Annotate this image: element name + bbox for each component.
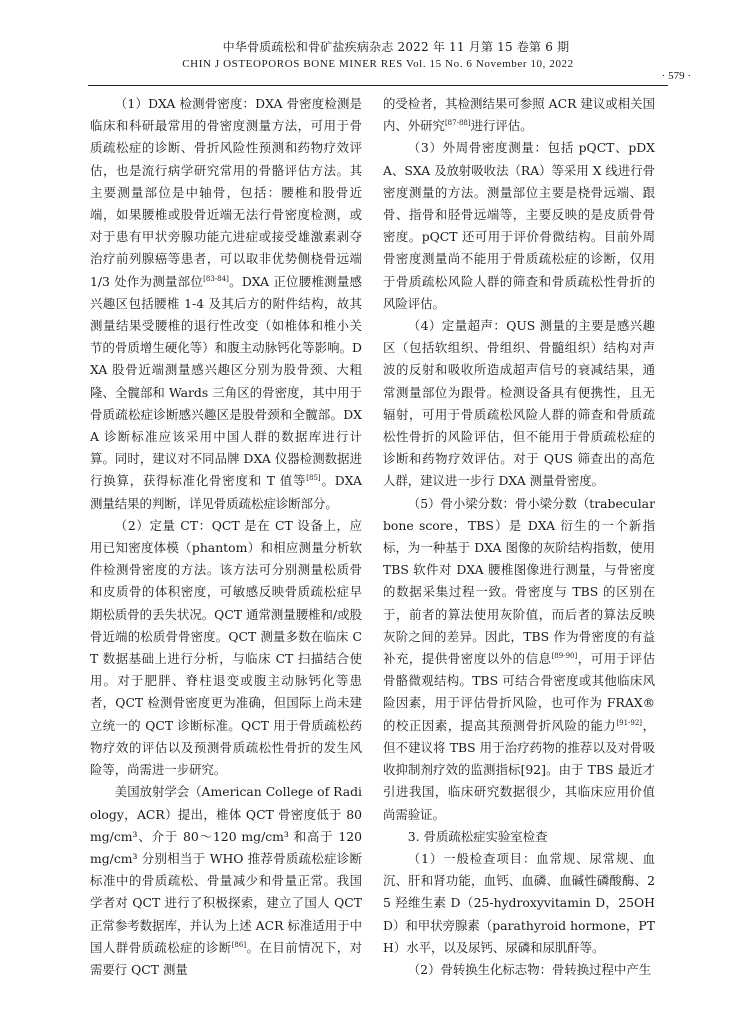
page-header <box>0 30 753 86</box>
journal-title-cn: 中华骨质疏松和骨矿盐疾病杂志 2022 年 11 月第 15 卷第 6 期 <box>222 40 570 54</box>
page-number: · 579 · <box>661 70 691 82</box>
citation: [91-92] <box>616 718 643 727</box>
left-column <box>90 93 362 1011</box>
citation: [83-84] <box>203 274 229 283</box>
paragraph-general-tests: （1）一般检查项目：血常规、尿常规、血沉、肝和肾功能，血钙、血磷、血碱性磷酸酶、25 羟维生素 D（25-hydroxyvitamin D，25OHD）和甲状旁腺素（parathyroid hormone，PTH）水平，以及尿钙、尿磷和尿肌酐等。 <box>383 850 655 955</box>
paragraph-acr: 美国放射学会（American College of Radiology，ACR）提出，椎体 QCT 骨密度低于 80 mg/cm³、介于 80～120 mg/cm³ 和高于 120 mg/cm³ 分别相当于 WHO 推荐骨质疏松症诊断标准中的骨质疏松、骨量减少和骨量正常。我国学者对 QCT 进行了积极探索，建立了国人 QCT 正常参考数据库，并认为上述 ACR 标准适用于中国人群骨质疏松症的诊断[86]。在目前情况下，对需要行 QCT 测量 <box>90 784 362 977</box>
citation: [87-88] <box>444 119 471 128</box>
citation: [85] <box>306 474 321 483</box>
citation: [89-90] <box>551 651 578 660</box>
citation: [86] <box>231 940 247 949</box>
right-column <box>383 93 655 1011</box>
paragraph-qus: （4）定量超声：QUS 测量的主要是感兴趣区（包括软组织、骨组织、骨髓组织）结构对声波的反射和吸收所造成超声信号的衰减结果，通常测量部位为跟骨。检测设备具有便携性，且无辐射，可用于骨质疏松风险人群的筛查和骨质疏松性骨折的风险评估，但不能用于骨质疏松症的诊断和药物疗效评估。对于 QUS 筛查出的高危人群，建议进一步行 DXA 测量骨密度。 <box>383 318 655 489</box>
paragraph-dxa: （1）DXA 检测骨密度：DXA 骨密度检测是临床和科研最常用的骨密度测量方法，可用于骨质疏松症的诊断、骨折风险性预测和药物疗效评估，也是流行病学研究常用的骨骼评估方法。其主要测量部位是中轴骨，包括：腰椎和股骨近端，如果腰椎或股骨近端无法行骨密度检测，或对于患有甲状旁腺功能亢进症或接受雄激素剥夺治疗前列腺癌等患者，可以取非优势侧桡骨远端 1/3 处作为测量部位[83-84]。DXA 正位腰椎测量感兴趣区包括腰椎 1-4 及其后方的附件结构，故其测量结果受腰椎的退行性改变（如椎体和椎小关节的骨质增生硬化等）和腹主动脉钙化等影响。DXA 股骨近端测量感兴趣区分别为股骨颈、大粗隆、全髋部和 Wards 三角区的骨密度，其中用于骨质疏松症诊断感兴趣区是股骨颈和全髋部。DXA 诊断标准应该采用中国人群的数据库进行计算。同时，建议对不同品牌 DXA 仪器检测数据进行换算，获得标准化骨密度和 T 值等[85]。DXA 测量结果的判断，详见骨质疏松症诊断部分。 <box>90 96 362 511</box>
paragraph-tbs: （5）骨小梁分数：骨小梁分数（trabecular bone score，TBS）是 DXA 衍生的一个新指标，为一种基于 DXA 图像的灰阶结构指数，使用 TBS 软件对 DXA 腰椎图像进行测量，与骨密度的数据采集过程一致。骨密度与 TBS 的区别在于，前者的算法使用灰阶值，而后者的算法反映灰阶之间的差异。因此，TBS 作为骨密度的有益补充，提供骨密度以外的信息[89-90]，可用于评估骨骼微观结构。TBS 可结合骨密度或其他临床风险因素，用于评估骨折风险，也可作为 FRAX® 的校正因素，提高其预测骨折风险的能力[91-92]，但不建议将 TBS 用于治疗药物的推荐以及对骨吸收抑制剂疗效的监测指标[92]。由于 TBS 最近才引进我国，临床研究数据很少，其临床应用价值尚需验证。 <box>383 495 655 822</box>
journal-title-en: CHIN J OSTEOPOROS BONE MINER RES Vol. 15 No. 6 November 10, 2022 <box>182 58 574 70</box>
paragraph-continued: 的受检者，其检测结果可参照 ACR 建议或相关国内、外研究[87-88]进行评估。 <box>383 96 655 134</box>
header-rule <box>88 85 668 86</box>
paragraph-peripheral: （3）外周骨密度测量：包括 pQCT、pDXA、SXA 及放射吸收法（RA）等采用 X 线进行骨密度测量的方法。测量部位主要是桡骨远端、跟骨、指骨和胫骨远端等，主要反映的是皮质骨骨密度。pQCT 还可用于评价骨微结构。目前外周骨密度测量尚不能用于骨质疏松症的诊断，仅用于骨质疏松风险人群的筛查和骨质疏松性骨折的风险评估。 <box>383 140 655 311</box>
section-heading-lab: 3. 骨质疏松症实验室检查 <box>407 828 548 844</box>
paragraph-qct: （2）定量 CT：QCT 是在 CT 设备上，应用已知密度体模（phantom）和相应测量分析软件检测骨密度的方法。该方法可分别测量松质骨和皮质骨的体积密度，可敏感反映骨质疏松症早期松质骨的丢失状况。QCT 通常测量腰椎和/或股骨近端的松质骨骨密度。QCT 测量多数在临床 CT 数据基础上进行分析，与临床 CT 扫描结合使用。对于肥胖、脊柱退变或腹主动脉钙化等患者，QCT 检测骨密度更为准确，但国际上尚未建立统一的 QCT 诊断标准。QCT 用于骨质疏松药物疗效的评估以及预测骨质疏松性骨折的发生风险等，尚需进一步研究。 <box>90 517 362 778</box>
paragraph-bone-markers: （2）骨转换生化标志物：骨转换过程中产生 <box>407 961 652 977</box>
